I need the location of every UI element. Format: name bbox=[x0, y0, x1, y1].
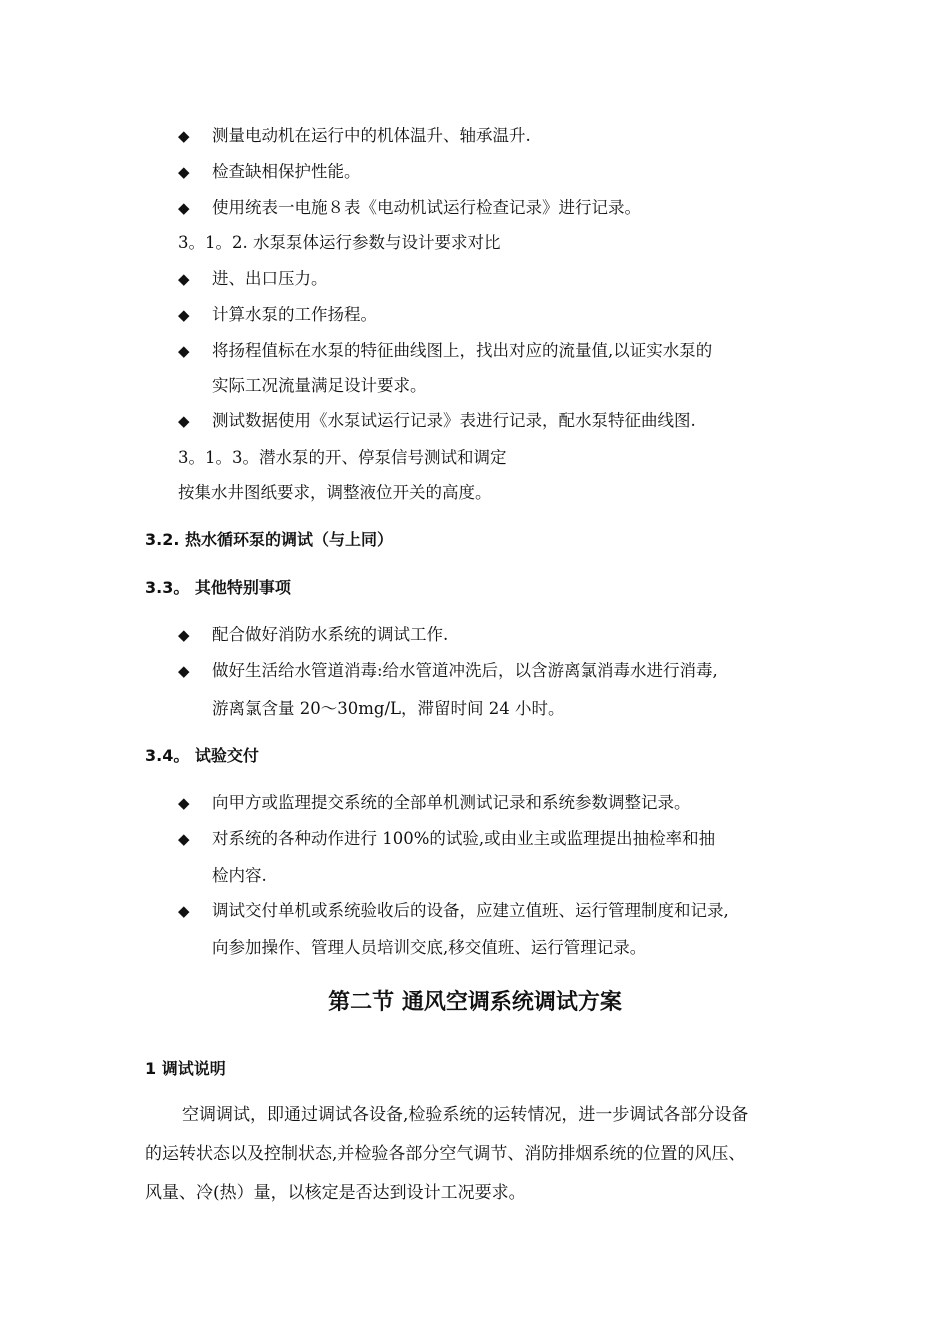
intro-paragraph-line: 风量、冷(热）量，以核定是否达到设计工况要求。 bbox=[145, 1183, 526, 1203]
bullet-text-continuation: 向参加操作、管理人员培训交底,移交值班、运行管理记录。 bbox=[212, 938, 647, 957]
bullet-diamond-icon: ◆ bbox=[178, 199, 190, 217]
bullet-diamond-icon: ◆ bbox=[178, 270, 190, 288]
bullet-diamond-icon: ◆ bbox=[178, 412, 190, 430]
bullet-diamond-icon: ◆ bbox=[178, 830, 190, 848]
bullet-diamond-icon: ◆ bbox=[178, 902, 190, 920]
bullet-diamond-icon: ◆ bbox=[178, 662, 190, 680]
section-title: 第二节 通风空调系统调试方案 bbox=[328, 990, 622, 1015]
bullet-text-continuation: 游离氯含量 20～30mg/L，滞留时间 24 小时。 bbox=[212, 699, 565, 718]
intro-paragraph-line: 空调调试，即通过调试各设备,检验系统的运转情况，进一步调试各部分设备 bbox=[182, 1105, 749, 1125]
heading-3-4: 3.4。 试验交付 bbox=[145, 746, 259, 765]
heading-3-3: 3.3。 其他特别事项 bbox=[145, 578, 291, 597]
bullet-diamond-icon: ◆ bbox=[178, 342, 190, 360]
bullet-text: 对系统的各种动作进行 100%的试验,或由业主或监理提出抽检率和抽 bbox=[212, 829, 716, 848]
heading-1: 1 调试说明 bbox=[145, 1059, 226, 1078]
bullet-text-continuation: 检内容. bbox=[212, 866, 267, 885]
bullet-text: 调试交付单机或系统验收后的设备，应建立值班、运行管理制度和记录, bbox=[212, 901, 729, 920]
intro-paragraph-line: 的运转状态以及控制状态,并检验各部分空气调节、消防排烟系统的位置的风压、 bbox=[145, 1144, 746, 1164]
bullet-diamond-icon: ◆ bbox=[178, 794, 190, 812]
bullet-diamond-icon: ◆ bbox=[178, 163, 190, 181]
subheading-3-1-3: 3。1。3。潜水泵的开、停泵信号测试和调定 bbox=[178, 448, 507, 467]
bullet-diamond-icon: ◆ bbox=[178, 306, 190, 324]
bullet-text: 计算水泵的工作扬程。 bbox=[212, 305, 377, 324]
bullet-text: 测量电动机在运行中的机体温升、轴承温升. bbox=[212, 126, 531, 145]
bullet-text: 将扬程值标在水泵的特征曲线图上，找出对应的流量值,以证实水泵的 bbox=[212, 341, 713, 360]
bullet-text: 使用统表一电施８表《电动机试运行检查记录》进行记录。 bbox=[212, 198, 641, 217]
subheading-3-1-2: 3。1。2. 水泵泵体运行参数与设计要求对比 bbox=[178, 233, 501, 252]
bullet-text: 进、出口压力。 bbox=[212, 269, 328, 288]
bullet-text: 测试数据使用《水泵试运行记录》表进行记录，配水泵特征曲线图. bbox=[212, 411, 696, 430]
bullet-text: 做好生活给水管道消毒:给水管道冲洗后，以含游离氯消毒水进行消毒, bbox=[212, 661, 718, 680]
bullet-text: 向甲方或监理提交系统的全部单机测试记录和系统参数调整记录。 bbox=[212, 793, 691, 812]
heading-3-2: 3.2. 热水循环泵的调试（与上同） bbox=[145, 530, 393, 549]
paragraph-text: 按集水井图纸要求，调整液位开关的高度。 bbox=[178, 483, 492, 502]
bullet-text: 检查缺相保护性能。 bbox=[212, 162, 361, 181]
bullet-diamond-icon: ◆ bbox=[178, 626, 190, 644]
bullet-text: 配合做好消防水系统的调试工作. bbox=[212, 625, 449, 644]
bullet-diamond-icon: ◆ bbox=[178, 127, 190, 145]
bullet-text-continuation: 实际工况流量满足设计要求。 bbox=[212, 376, 427, 395]
